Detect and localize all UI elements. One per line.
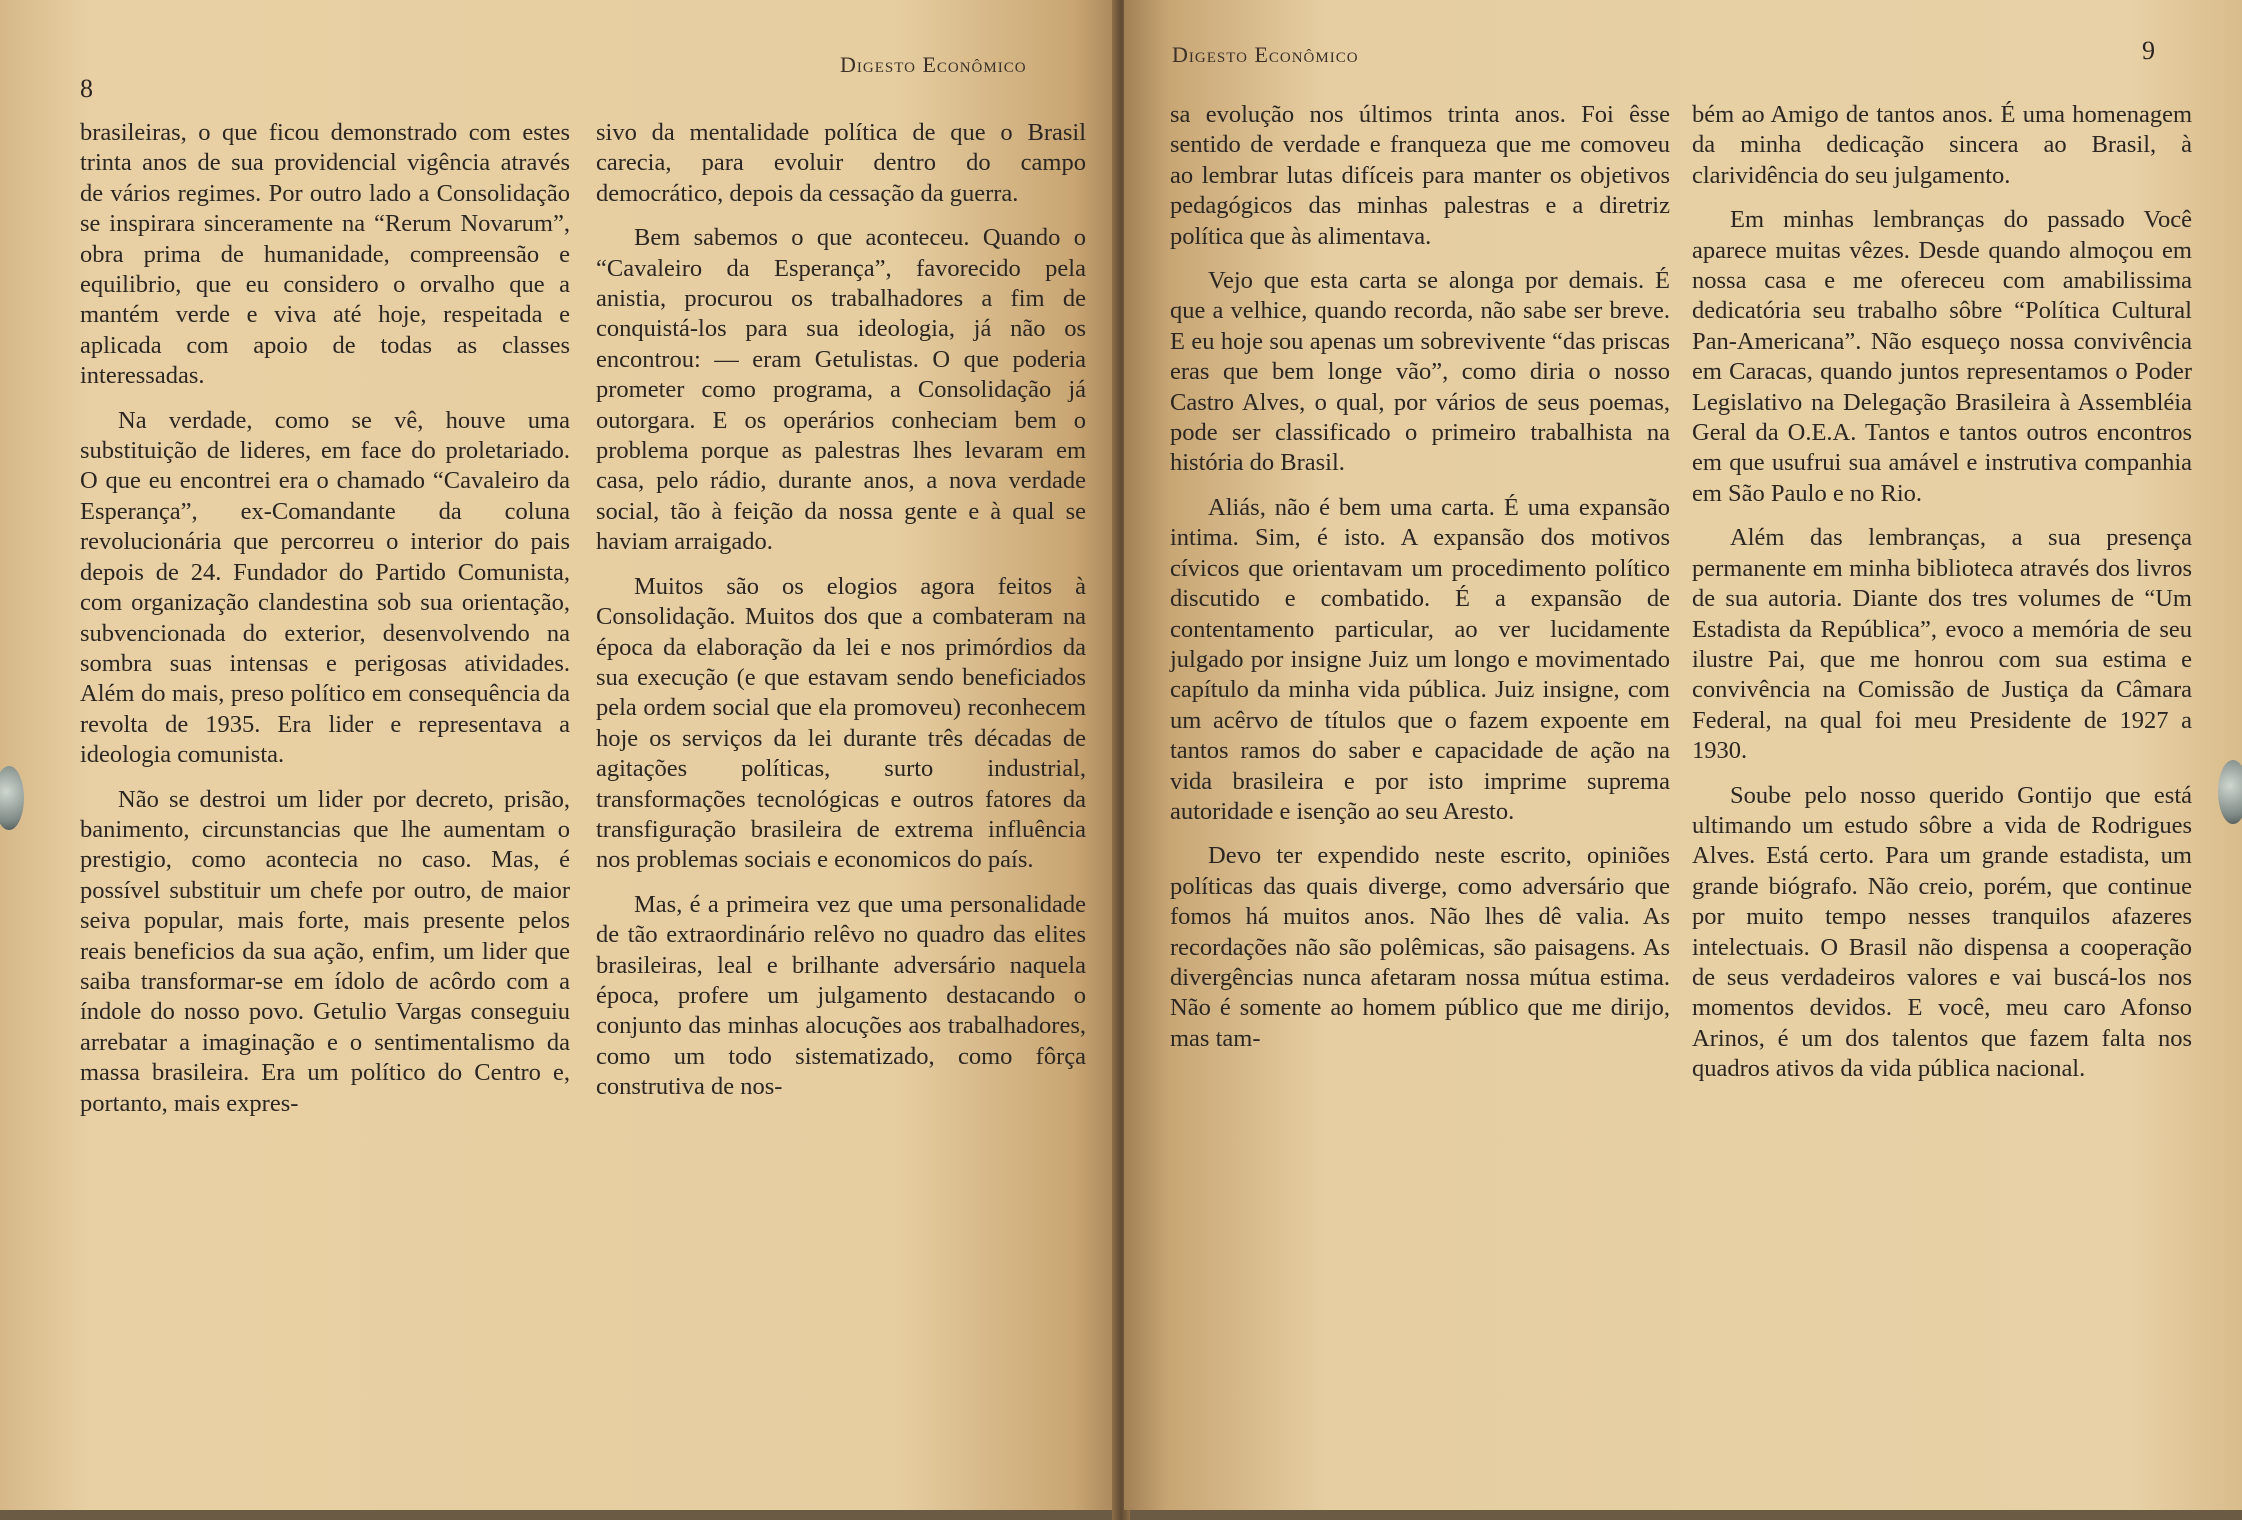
running-head-right: Digesto Econômico bbox=[1172, 42, 1359, 67]
left-page-column-2 bbox=[596, 118, 1086, 1117]
paragraph: Na verdade, como se vê, houve uma substituição de lideres, em face do proletariado. O que eu encontrei era o chamado “Cavaleiro da Esperança”, ex-Comandante da coluna revolucionária que percorreu o interior do pais depois de 24. Fundador do Partido Comunista, com organização clandestina sob sua orientação, subvencionada do exterior, desenvolvendo na sombra suas intensas e perigosas atividades. Além do mais, preso político em consequência da revolta de 1935. Era lider e representava a ideologia comunista. bbox=[80, 406, 570, 769]
paragraph: brasileiras, o que ficou demonstrado com estes trinta anos de sua providencial vigência através de vários regimes. Por outro lado a Consolidação se inspirara sinceramente na “Rerum Novarum”, obra prima de humanidade, compreensão e equilibrio, que eu considero o orvalho que a mantém verde e viva até hoje, respeitada e aplicada com apoio de todas as classes interessadas. bbox=[80, 119, 570, 390]
paragraph: Devo ter expendido neste escrito, opiniões políticas das quais diverge, como adversário que fomos há muitos anos. Não lhes dê valia. As recordações não são polêmicas, são paisagens. As divergências nunca afetaram nossa mútua estima. Não é somente ao homem público que me dirijo, mas tam- bbox=[1170, 842, 1670, 1052]
paragraph: Em minhas lembranças do passado Você aparece muitas vêzes. Desde quando almoçou em nossa casa e me ofereceu com amabilissima dedicatória seu trabalho sôbre “Política Cultural Pan-Americana”. Não esqueço nossa convivência em Caracas, quando juntos representamos o Poder Legislativo na Delegação Brasileira à Assembléia Geral da O.E.A. Tantos e tantos outros encontros em que usufrui sua amável e instrutiva companhia em São Paulo e no Rio. bbox=[1692, 206, 2192, 507]
paragraph: Não se destroi um lider por decreto, prisão, banimento, circunstancias que lhe aumentam o prestigio, como acontecia no caso. Mas, é possível substituir um chefe por outro, de maior seiva popular, mais forte, mais presente pelos reais beneficios da sua ação, enfim, um lider que saiba transformar-se em ídolo de acôrdo com a índole do nosso povo. Getulio Vargas conseguiu arrebatar a imaginação e o sentimentalismo da massa brasileira. Era um político do Centro e, portanto, mais expres- bbox=[80, 785, 570, 1117]
right-page-column-2 bbox=[1692, 100, 2192, 1099]
paragraph: Soube pelo nosso querido Gontijo que está ultimando um estudo sôbre a vida de Rodrigues Alves. Está certo. Para um grande estadista, um grande biógrafo. Não creio, porém, que continue por muito tempo nesses tranquilos afazeres intelectuais. O Brasil não dispensa a cooperação de seus verdadeiros valores e vai buscá-los nos momentos devidos. E você, meu caro Afonso Arinos, é um dos talentos que fazem falta nos quadros ativos da vida pública nacional. bbox=[1692, 781, 2192, 1083]
binding-pin-right bbox=[2218, 760, 2242, 824]
paragraph: sivo da mentalidade política de que o Brasil carecia, para evoluir dentro do campo democrático, depois da cessação da guerra. bbox=[596, 119, 1086, 207]
paragraph: sa evolução nos últimos trinta anos. Foi êsse sentido de verdade e franqueza que me comoveu ao lembrar lutas difíceis para manter os objetivos pedagógicos das minhas palestras e a diretriz política que às alimentava. bbox=[1170, 101, 1670, 250]
left-page-column-1 bbox=[80, 118, 570, 1133]
paragraph: Bem sabemos o que aconteceu. Quando o “Cavaleiro da Esperança”, favorecido pela anistia, procurou os trabalhadores a fim de conquistá-los para sua ideologia, já não os encontrou: — eram Getulistas. O que poderia prometer como programa, a Consolidação já outorgara. E os operários conheciam bem o problema porque as palestras lhes levaram em casa, pelo rádio, durante anos, a nova verdade social, tão à feição da nossa gente e à qual se haviam arraigado. bbox=[596, 224, 1086, 556]
page-number-right: 9 bbox=[2142, 36, 2155, 65]
paragraph: bém ao Amigo de tantos anos. É uma homenagem da minha dedicação sincera ao Brasil, à clarividência do seu julgamento. bbox=[1692, 101, 2192, 189]
page-number-left: 8 bbox=[80, 74, 93, 103]
paragraph: Além das lembranças, a sua presença permanente em minha biblioteca através dos livros de sua autoria. Diante dos tres volumes de “Um Estadista da República”, evoco a memória de seu ilustre Pai, que me honrou com sua estima e convivência na Comissão de Justiça da Câmara Federal, na qual foi meu Presidente de 1927 a 1930. bbox=[1692, 524, 2192, 765]
right-page bbox=[1124, 0, 2242, 1510]
right-page-column-1 bbox=[1170, 100, 1670, 1068]
paragraph: Muitos são os elogios agora feitos à Consolidação. Muitos dos que a combateram na época da elaboração da lei e nos primórdios da sua execução (e que estavam sendo beneficiados pela ordem social que ela promoveu) reconhecem hoje os serviços da lei durante três décadas de agitações políticas, surto industrial, transformações tecnológicas e outros fatores da transfiguração brasileira de extrema influência nos problemas sociais e economicos do país. bbox=[596, 572, 1086, 874]
paragraph: Vejo que esta carta se alonga por demais. É que a velhice, quando recorda, não sabe ser breve. E eu hoje sou apenas um sobrevivente “das priscas eras que bem longe vão”, como diria o nosso Castro Alves, o qual, por vários de seus poemas, pode ser classificado o primeiro trabalhista na história do Brasil. bbox=[1170, 267, 1670, 477]
left-page bbox=[0, 0, 1118, 1510]
paragraph: Aliás, não é bem uma carta. É uma expansão intima. Sim, é isto. A expansão dos motivos cívicos que orientavam um procedimento político discutido e combatido. É a expansão de contentamento particular, ao ver lucidamente julgado por insigne Juiz um longo e movimentado capítulo da minha vida pública. Juiz insigne, com um acêrvo de títulos que o fazem expoente em tantos ramos do saber e capacidade de ação na vida brasileira e por isto imprime suprema autoridade e isenção ao seu Aresto. bbox=[1170, 493, 1670, 825]
paragraph: Mas, é a primeira vez que uma personalidade de tão extraordinário relêvo no quadro das elites brasileiras, leal e brilhante adversário naquela época, profere um julgamento destacando o conjunto das minhas alocuções aos trabalhadores, como um todo sistematizado, como fôrça construtiva de nos- bbox=[596, 890, 1086, 1101]
running-head-left: Digesto Econômico bbox=[840, 52, 1027, 77]
